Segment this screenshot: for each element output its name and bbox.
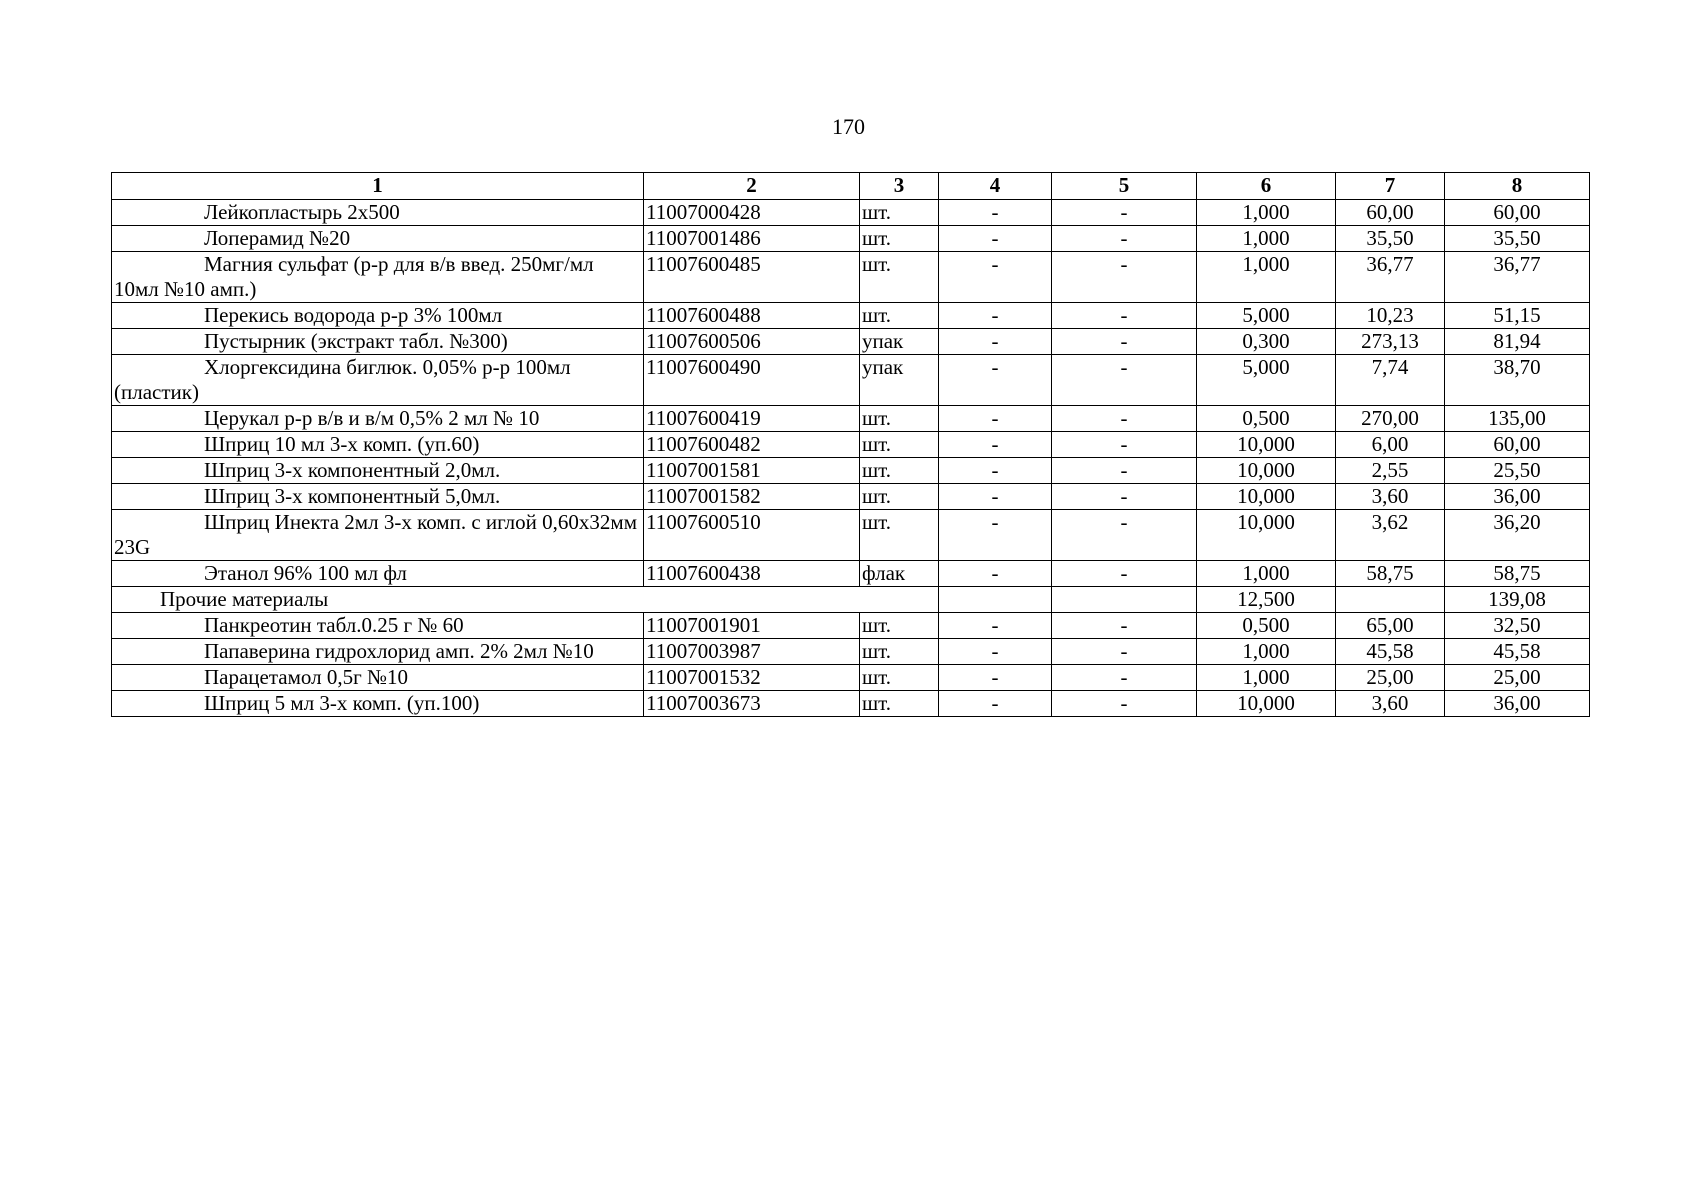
- col5-cell: -: [1052, 432, 1197, 458]
- item-name-cell: [112, 406, 644, 432]
- col4-cell: -: [939, 561, 1052, 587]
- col4-cell: -: [939, 665, 1052, 691]
- table-row: [112, 510, 1590, 561]
- item-name-text: Хлоргексидина биглюк. 0,05% р-р 100мл (пластик): [114, 355, 571, 404]
- item-sum-cell: 36,00: [1445, 691, 1590, 717]
- col4-cell: -: [939, 200, 1052, 226]
- item-unit-cell: шт.: [860, 484, 939, 510]
- col4-cell: -: [939, 691, 1052, 717]
- item-price-cell: 3,62: [1336, 510, 1445, 561]
- table-row: [112, 561, 1590, 587]
- item-code-cell: 11007600482: [644, 432, 860, 458]
- col4-cell: -: [939, 303, 1052, 329]
- item-qty-cell: 0,300: [1197, 329, 1336, 355]
- col4-cell: -: [939, 613, 1052, 639]
- item-price-cell: 35,50: [1336, 226, 1445, 252]
- item-name-text: Лейкопластырь 2х500: [204, 200, 400, 224]
- column-header: 6: [1197, 173, 1336, 200]
- col4-cell: -: [939, 484, 1052, 510]
- item-sum-cell: 81,94: [1445, 329, 1590, 355]
- table-row: [112, 665, 1590, 691]
- table-row: [112, 406, 1590, 432]
- item-name-text: Этанол 96% 100 мл фл: [204, 561, 407, 585]
- column-header: 4: [939, 173, 1052, 200]
- col4-cell: -: [939, 458, 1052, 484]
- item-sum-cell: 135,00: [1445, 406, 1590, 432]
- table-row: [112, 329, 1590, 355]
- item-code-cell: 11007003673: [644, 691, 860, 717]
- item-qty-cell: 5,000: [1197, 355, 1336, 406]
- item-name-text: Шприц Инекта 2мл 3-х комп. с иглой 0,60х32мм 23G: [114, 510, 637, 559]
- item-qty-cell: 10,000: [1197, 432, 1336, 458]
- item-price-cell: 25,00: [1336, 665, 1445, 691]
- item-name-cell: [112, 665, 644, 691]
- item-qty-cell: 1,000: [1197, 200, 1336, 226]
- item-qty-cell: 5,000: [1197, 303, 1336, 329]
- table-body: [112, 200, 1590, 717]
- item-qty-cell: 1,000: [1197, 226, 1336, 252]
- item-price-cell: 273,13: [1336, 329, 1445, 355]
- item-unit-cell: шт.: [860, 406, 939, 432]
- item-name-cell: [112, 510, 644, 561]
- item-qty-cell: 10,000: [1197, 691, 1336, 717]
- item-code-cell: 11007600419: [644, 406, 860, 432]
- column-header: 2: [644, 173, 860, 200]
- item-name-cell: [112, 639, 644, 665]
- col5-cell: -: [1052, 691, 1197, 717]
- item-sum-cell: 36,00: [1445, 484, 1590, 510]
- table-row: [112, 200, 1590, 226]
- col5-cell: -: [1052, 484, 1197, 510]
- item-price-cell: 2,55: [1336, 458, 1445, 484]
- item-qty-cell: 10,000: [1197, 484, 1336, 510]
- item-name-text: Лоперамид №20: [204, 226, 351, 250]
- item-code-cell: 11007000428: [644, 200, 860, 226]
- item-code-cell: 11007003987: [644, 639, 860, 665]
- col4-cell: -: [939, 639, 1052, 665]
- item-unit-cell: шт.: [860, 200, 939, 226]
- item-name-cell: [112, 200, 644, 226]
- item-name-text: Папаверина гидрохлорид амп. 2% 2мл №10: [204, 639, 594, 663]
- item-unit-cell: шт.: [860, 613, 939, 639]
- item-sum-cell: 35,50: [1445, 226, 1590, 252]
- col5-cell: -: [1052, 639, 1197, 665]
- item-name-text: Панкреотин табл.0.25 г № 60: [204, 613, 464, 637]
- item-name-text: Церукал р-р в/в и в/м 0,5% 2 мл № 10: [204, 406, 540, 430]
- table-row: [112, 691, 1590, 717]
- item-name-cell: [112, 226, 644, 252]
- group-name-cell: [112, 587, 939, 613]
- item-unit-cell: шт.: [860, 665, 939, 691]
- item-unit-cell: шт.: [860, 458, 939, 484]
- item-qty-cell: 10,000: [1197, 458, 1336, 484]
- item-qty-cell: 0,500: [1197, 406, 1336, 432]
- table-row: [112, 355, 1590, 406]
- item-name-cell: [112, 458, 644, 484]
- item-name-cell: [112, 329, 644, 355]
- header-row: [112, 173, 1590, 200]
- item-sum-cell: 60,00: [1445, 200, 1590, 226]
- col5-cell: -: [1052, 303, 1197, 329]
- group-row: [112, 587, 1590, 613]
- table-row: [112, 639, 1590, 665]
- col4-cell: -: [939, 226, 1052, 252]
- item-qty-cell: 1,000: [1197, 561, 1336, 587]
- item-code-cell: 11007001581: [644, 458, 860, 484]
- table-row: [112, 226, 1590, 252]
- col5-cell: -: [1052, 329, 1197, 355]
- item-code-cell: 11007001901: [644, 613, 860, 639]
- item-unit-cell: упак: [860, 355, 939, 406]
- table-row: [112, 458, 1590, 484]
- col4-cell: -: [939, 510, 1052, 561]
- item-qty-cell: 1,000: [1197, 639, 1336, 665]
- item-unit-cell: упак: [860, 329, 939, 355]
- item-unit-cell: шт.: [860, 691, 939, 717]
- item-unit-cell: шт.: [860, 510, 939, 561]
- item-code-cell: 11007001582: [644, 484, 860, 510]
- item-unit-cell: шт.: [860, 226, 939, 252]
- table-row: [112, 613, 1590, 639]
- item-sum-cell: 51,15: [1445, 303, 1590, 329]
- item-price-cell: 60,00: [1336, 200, 1445, 226]
- col4-cell: -: [939, 406, 1052, 432]
- column-header: 3: [860, 173, 939, 200]
- item-name-cell: [112, 355, 644, 406]
- item-name-cell: [112, 252, 644, 303]
- table-row: [112, 303, 1590, 329]
- item-name-text: Парацетамол 0,5г №10: [204, 665, 409, 689]
- col5-cell: -: [1052, 561, 1197, 587]
- item-sum-cell: 38,70: [1445, 355, 1590, 406]
- column-header: 5: [1052, 173, 1197, 200]
- col5-cell: -: [1052, 665, 1197, 691]
- item-name-cell: [112, 613, 644, 639]
- group-sum-cell: 139,08: [1445, 587, 1590, 613]
- item-name-text: Шприц 5 мл 3-х комп. (уп.100): [204, 691, 480, 715]
- item-code-cell: 11007600510: [644, 510, 860, 561]
- item-sum-cell: 25,00: [1445, 665, 1590, 691]
- item-price-cell: 65,00: [1336, 613, 1445, 639]
- table-row: [112, 432, 1590, 458]
- item-unit-cell: шт.: [860, 252, 939, 303]
- item-price-cell: 7,74: [1336, 355, 1445, 406]
- item-price-cell: 58,75: [1336, 561, 1445, 587]
- item-sum-cell: 45,58: [1445, 639, 1590, 665]
- col5-cell: -: [1052, 252, 1197, 303]
- item-name-text: Шприц 10 мл 3-х комп. (уп.60): [204, 432, 480, 456]
- group-qty-cell: 12,500: [1197, 587, 1336, 613]
- col5-cell: [1052, 587, 1197, 613]
- col5-cell: -: [1052, 406, 1197, 432]
- col5-cell: -: [1052, 355, 1197, 406]
- column-header: 1: [112, 173, 644, 200]
- item-name-text: Перекись водорода р-р 3% 100мл: [204, 303, 503, 327]
- item-price-cell: 10,23: [1336, 303, 1445, 329]
- item-code-cell: 11007001532: [644, 665, 860, 691]
- column-header: 8: [1445, 173, 1590, 200]
- item-qty-cell: 1,000: [1197, 665, 1336, 691]
- item-sum-cell: 36,77: [1445, 252, 1590, 303]
- item-price-cell: 36,77: [1336, 252, 1445, 303]
- col5-cell: -: [1052, 510, 1197, 561]
- item-code-cell: 11007001486: [644, 226, 860, 252]
- item-code-cell: 11007600485: [644, 252, 860, 303]
- item-unit-cell: шт.: [860, 432, 939, 458]
- item-name-cell: [112, 484, 644, 510]
- table-row: [112, 484, 1590, 510]
- item-code-cell: 11007600506: [644, 329, 860, 355]
- item-price-cell: 3,60: [1336, 691, 1445, 717]
- materials-table: [111, 172, 1590, 717]
- item-price-cell: 6,00: [1336, 432, 1445, 458]
- col4-cell: -: [939, 355, 1052, 406]
- item-name-cell: [112, 303, 644, 329]
- table-row: [112, 252, 1590, 303]
- col4-cell: -: [939, 252, 1052, 303]
- item-sum-cell: 58,75: [1445, 561, 1590, 587]
- item-name-text: Шприц 3-х компонентный 2,0мл.: [204, 458, 501, 482]
- col5-cell: -: [1052, 200, 1197, 226]
- item-code-cell: 11007600438: [644, 561, 860, 587]
- col4-cell: -: [939, 329, 1052, 355]
- item-qty-cell: 1,000: [1197, 252, 1336, 303]
- item-name-text: Шприц 3-х компонентный 5,0мл.: [204, 484, 501, 508]
- item-name-cell: [112, 432, 644, 458]
- item-price-cell: 270,00: [1336, 406, 1445, 432]
- column-header: 7: [1336, 173, 1445, 200]
- item-code-cell: 11007600490: [644, 355, 860, 406]
- item-price-cell: 45,58: [1336, 639, 1445, 665]
- col5-cell: -: [1052, 226, 1197, 252]
- item-sum-cell: 25,50: [1445, 458, 1590, 484]
- item-unit-cell: шт.: [860, 639, 939, 665]
- item-unit-cell: шт.: [860, 303, 939, 329]
- col5-cell: -: [1052, 458, 1197, 484]
- item-name-cell: [112, 561, 644, 587]
- item-price-cell: 3,60: [1336, 484, 1445, 510]
- item-name-text: Пустырник (экстракт табл. №300): [204, 329, 508, 353]
- group-name-text: Прочие материалы: [160, 587, 329, 611]
- col4-cell: [939, 587, 1052, 613]
- col4-cell: -: [939, 432, 1052, 458]
- item-qty-cell: 10,000: [1197, 510, 1336, 561]
- item-name-text: Магния сульфат (р-р для в/в введ. 250мг/мл 10мл №10 амп.): [114, 252, 594, 301]
- group-price-cell: [1336, 587, 1445, 613]
- item-sum-cell: 32,50: [1445, 613, 1590, 639]
- item-code-cell: 11007600488: [644, 303, 860, 329]
- item-sum-cell: 36,20: [1445, 510, 1590, 561]
- item-unit-cell: флак: [860, 561, 939, 587]
- page-number: 170: [832, 114, 865, 139]
- item-qty-cell: 0,500: [1197, 613, 1336, 639]
- item-name-cell: [112, 691, 644, 717]
- col5-cell: -: [1052, 613, 1197, 639]
- item-sum-cell: 60,00: [1445, 432, 1590, 458]
